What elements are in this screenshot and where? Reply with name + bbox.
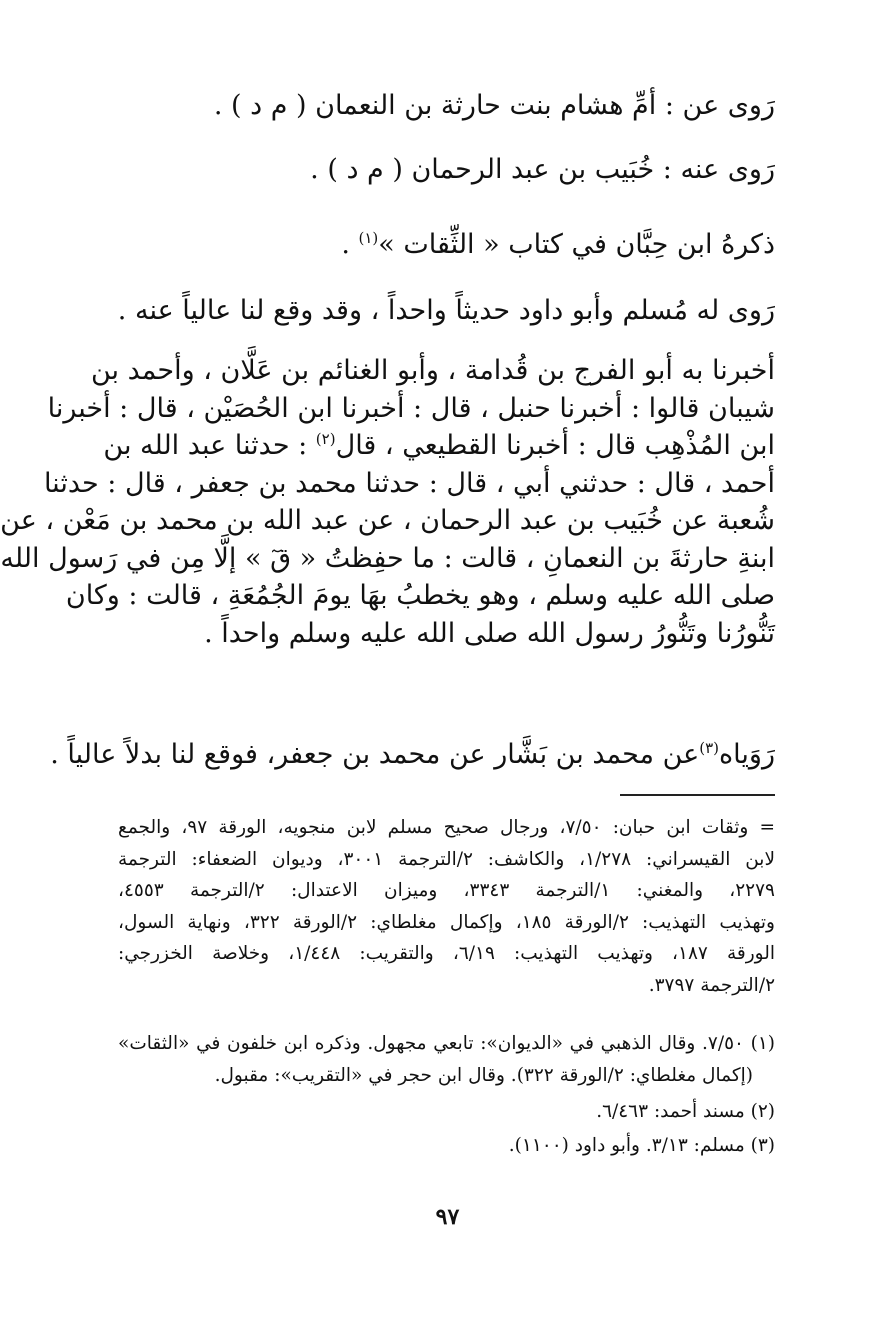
isnad-line-part: : حدثنا عبد الله بن	[103, 430, 316, 461]
mention-line	[341, 225, 775, 265]
isnad-paragraph	[0, 352, 775, 652]
narrated-from-line: رَوى عن : أمِّ هشام بنت حارثة بن النعمان ( م د ) .	[213, 90, 775, 121]
rawah-text: عن محمد بن بَشَّار عن محمد بن جعفر، فوقع لنا بدلاً عالياً .	[50, 739, 700, 770]
rawah-lead: رَوَياه	[719, 739, 775, 770]
mention-text: ذكرهُ ابن حِبَّان في كتاب « الثِّقات »	[378, 229, 775, 260]
narrated-to-line: رَوى عنه : خُبَيب بن عبد الرحمان ( م د ) .	[310, 154, 775, 185]
footnote-3: (٣) مسلم: ٣/١٣. وأبو داود (١١٠٠).	[508, 1135, 775, 1156]
footnote-ref-2: (٢)	[315, 430, 336, 448]
isnad-line: أحمد ، قال : حدثني أبي ، قال : حدثنا محمد بن جعفر ، قال : حدثنا	[43, 467, 775, 499]
page-number: ٩٧	[435, 1204, 460, 1230]
footnote-divider	[620, 794, 775, 796]
footnote-continued-block	[118, 812, 775, 1001]
isnad-line: تَنُّورُنا وتَنُّورُ رسول الله صلى الله عليه وسلم واحداً .	[204, 617, 775, 649]
footnote-line: = وثقات ابن حبان: ٧/٥٠، ورجال صحيح مسلم لابن منجويه، الورقة ٩٧، والجمع	[118, 817, 775, 838]
footnote-ref-1: (١)	[358, 229, 379, 247]
footnote-line: الورقة ١٨٧، وتهذيب التهذيب: ٦/١٩، والتقريب: ١/٤٤٨، وخلاصة الخزرجي:	[118, 943, 775, 964]
isnad-line: صلى الله عليه وسلم ، وهو يخطبُ بهَا يومَ الجُمُعَةِ ، قالت : وكان	[65, 580, 775, 611]
mention-end: .	[341, 229, 359, 260]
footnote-1	[118, 1028, 775, 1091]
isnad-line: أخبرنا به أبو الفرج بن قُدامة ، وأبو الغنائم بن عَلَّان ، وأحمد بن	[90, 355, 775, 386]
footnote-line: وتهذيب التهذيب: ٢/الورقة ١٨٥، وإكمال مغلطاي: ٢/الورقة ٣٢٢، ونهاية السول،	[118, 911, 775, 933]
footnote-line: (إكمال مغلطاي: ٢/الورقة ٣٢٢). وقال ابن حجر في «التقريب»: مقبول.	[214, 1064, 753, 1086]
isnad-line-part: ابن المُذْهِب قال : أخبرنا القطيعي ، قال	[335, 430, 775, 461]
narration-line: رَوى له مُسلم وأبو داود حديثاً واحداً ، وقد وقع لنا عالياً عنه .	[117, 295, 775, 326]
rawah-line	[50, 735, 775, 775]
footnote-ref-3: (٣)	[699, 739, 720, 757]
footnote-2: (٢) مسند أحمد: ٦/٤٦٣.	[596, 1101, 775, 1122]
footnote-line: ٢٢٧٩، والمغني: ١/الترجمة ٣٣٤٣، وميزان الاعتدال: ٢/الترجمة ٤٥٥٣،	[118, 880, 775, 901]
isnad-line	[103, 427, 775, 465]
footnote-line: (١) ٧/٥٠. وقال الذهبي في «الديوان»: تابعي مجهول. وذكره ابن خلفون في «الثقات»	[118, 1033, 775, 1054]
footnote-line: لابن القيسراني: ١/٢٧٨، والكاشف: ٢/الترجمة ٣٠٠١، وديوان الضعفاء: الترجمة	[118, 848, 775, 870]
isnad-line: شُعبة عن خُبَيب بن عبد الرحمان ، عن عبد الله بن محمد بن مَعْن ، عن	[0, 505, 775, 536]
isnad-line: ابنةِ حارثةَ بن النعمانِ ، قالت : ما حفِظتُ « قٓ » إلَّا مِن في رَسول الله	[0, 542, 775, 574]
footnote-line: ٢/الترجمة ٣٧٩٧.	[648, 974, 775, 996]
isnad-line: شيبان قالوا : أخبرنا حنبل ، قال : أخبرنا ابن الحُصَيْن ، قال : أخبرنا	[47, 392, 775, 424]
